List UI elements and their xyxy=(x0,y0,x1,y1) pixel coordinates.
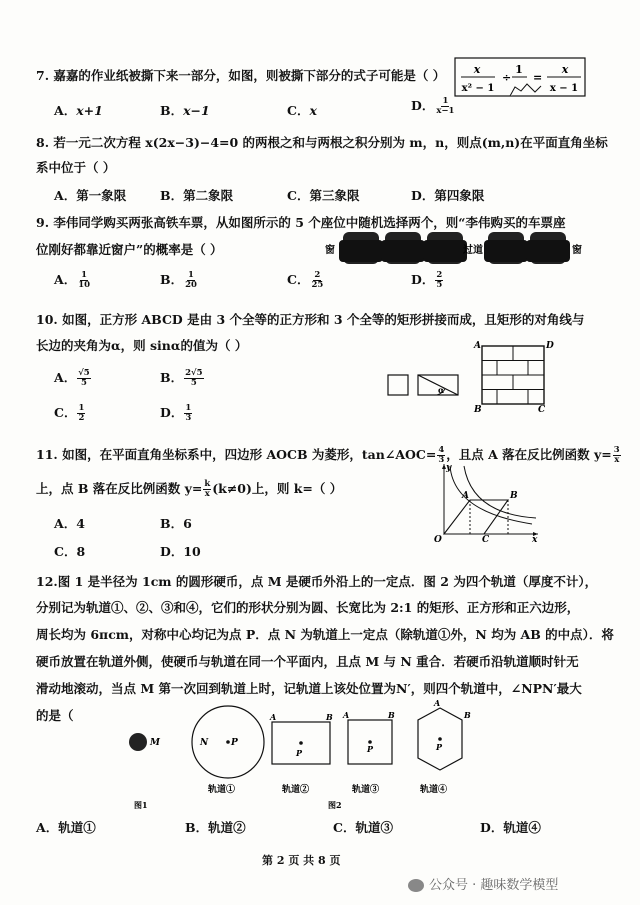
q8-option-a[interactable]: A．第一象限 xyxy=(54,188,127,203)
q8-option-b[interactable]: B．第二象限 xyxy=(160,188,234,203)
seat-icon xyxy=(526,232,570,264)
q10-square-abcd xyxy=(470,338,555,418)
svg-text:÷: ÷ xyxy=(502,71,512,84)
wechat-icon xyxy=(408,879,424,892)
svg-text:y: y xyxy=(446,463,452,473)
svg-text:C: C xyxy=(538,405,546,415)
svg-text:M: M xyxy=(150,738,160,748)
q9-seat-figure xyxy=(325,228,582,268)
svg-text:A: A xyxy=(474,341,481,351)
q9-option-c[interactable]: C． $\frac{2}{25}$ xyxy=(287,270,324,290)
svg-text:B: B xyxy=(510,491,518,501)
svg-text:B: B xyxy=(326,712,333,722)
q7-option-d[interactable]: D． $\frac{1}{x-1}$ xyxy=(411,96,455,116)
svg-text:D: D xyxy=(546,341,554,351)
window-right-label: 窗 xyxy=(572,245,582,256)
q10-option-c[interactable]: C． $\frac{1}{2}$ xyxy=(54,403,85,423)
seat-icon xyxy=(423,232,467,264)
q12-stem-line3: 周长均为 6πcm，对称中心均记为点 P．点 N 为轨道上一定点（除轨道①外，N 均为 AB 的中点）．将 xyxy=(36,627,614,642)
q7-option-b[interactable]: B．x−1 xyxy=(160,103,210,118)
svg-text:P: P xyxy=(231,738,238,748)
svg-text:轨道②: 轨道② xyxy=(282,785,310,795)
svg-text:B: B xyxy=(464,710,471,720)
q9-stem-line1: 9. 李伟同学购买两张高铁车票，从如图所示的 5 个座位中随机选择两个，则“李伟购买的车票座 xyxy=(36,215,566,230)
q9-option-a[interactable]: A． $\frac{1}{10}$ xyxy=(54,270,91,290)
q7-torn-paper-figure xyxy=(455,58,587,98)
svg-text:B: B xyxy=(474,405,482,415)
svg-text:A: A xyxy=(270,712,277,722)
svg-text:轨道③: 轨道③ xyxy=(352,785,380,795)
svg-text:O: O xyxy=(434,535,442,545)
q11-option-c[interactable]: C．8 xyxy=(54,544,86,559)
q9-stem-line2: 位刚好都靠近窗户”的概率是（ ） xyxy=(36,242,223,257)
q12-option-a[interactable]: A．轨道① xyxy=(36,820,96,835)
svg-text:x: x xyxy=(473,63,481,76)
svg-text:x² − 1: x² − 1 xyxy=(461,83,495,94)
q8-stem-line2: 系中位于（ ） xyxy=(36,160,116,175)
q11-stem-line1: 11. 如图，在平面直角坐标系中，四边形 AOCB 为菱形，tan∠AOC= $\frac{4}{3}$ ，且点 A 落在反比例函数 y= $\frac{3}{x}$ xyxy=(36,445,620,465)
q12-stem-line2: 分别记为轨道①、②、③和④，它们的形状分别为圆、长宽比为 2:1 的矩形、正方形和正六边形， xyxy=(36,600,580,615)
svg-text:A: A xyxy=(343,710,350,720)
svg-text:轨道①: 轨道① xyxy=(208,785,236,795)
q12-option-c[interactable]: C．轨道③ xyxy=(333,820,393,835)
q11-option-b[interactable]: B．6 xyxy=(160,516,192,531)
q8-option-d[interactable]: D．第四象限 xyxy=(411,188,485,203)
q12-figure xyxy=(120,700,500,810)
svg-text:C: C xyxy=(482,535,490,545)
window-left-label: 窗 xyxy=(325,245,335,256)
svg-text:A: A xyxy=(462,491,469,501)
svg-text:=: = xyxy=(533,71,543,84)
q8-stem-line1: 8. 若一元二次方程 x(2x−3)−4=0 的两根之和与两根之积分别为 m，n，则点(m,n)在平面直角坐标 xyxy=(36,135,608,150)
coin xyxy=(129,733,147,751)
q12-stem-line5: 滑动地滚动，当点 M 第一次回到轨道上时，记轨道上该处位置为N′，则四个轨道中，∠NPN′最大 xyxy=(36,681,582,696)
q9-option-d[interactable]: D． $\frac{2}{5}$ xyxy=(411,270,443,290)
q11-option-d[interactable]: D．10 xyxy=(160,544,201,559)
svg-text:1: 1 xyxy=(515,63,523,76)
q7-option-a[interactable]: A．x+1 xyxy=(54,103,103,118)
q10-option-d[interactable]: D． $\frac{1}{3}$ xyxy=(160,403,192,423)
svg-text:图2: 图2 xyxy=(328,800,342,810)
svg-text:α: α xyxy=(438,385,445,395)
aisle-label: 过道 xyxy=(463,245,483,256)
q11-coordinate-figure xyxy=(432,462,542,545)
svg-text:轨道④: 轨道④ xyxy=(420,785,448,795)
svg-text:N: N xyxy=(200,738,209,748)
q12-stem-line1: 12.图 1 是半径为 1cm 的圆形硬币，点 M 是硬币外沿上的一定点．图 2 为四个轨道（厚度不计）， xyxy=(36,574,598,589)
q7-option-c[interactable]: C．x xyxy=(287,103,317,118)
q12-option-d[interactable]: D．轨道④ xyxy=(480,820,541,835)
q11-option-a[interactable]: A．4 xyxy=(54,516,85,531)
q7-stem: 7. 嘉嘉的作业纸被撕下来一部分，如图，则被撕下部分的式子可能是（ ） xyxy=(36,68,446,83)
q12-stem-line6: 的是（ xyxy=(36,708,74,723)
svg-text:P: P xyxy=(367,744,374,754)
watermark: 公众号 · 趣味数学模型 xyxy=(408,874,558,893)
q10-option-b[interactable]: B． $\frac{2√5}{5}$ xyxy=(160,368,203,388)
svg-text:x: x xyxy=(532,535,538,545)
q10-stem-line2: 长边的夹角为α，则 sinα的值为（ ） xyxy=(36,338,248,353)
svg-text:A: A xyxy=(434,698,441,708)
q11-stem-line2: 上，点 B 落在反比例函数 y= $\frac{k}{x}$ (k≠0)上，则 k=（ ） xyxy=(36,479,343,499)
page-number: 第 2 页 共 8 页 xyxy=(262,854,341,867)
svg-text:x − 1: x − 1 xyxy=(549,83,579,94)
svg-text:P: P xyxy=(436,742,443,752)
seat-icon xyxy=(381,232,425,264)
q10-stem-line1: 10. 如图，正方形 ABCD 是由 3 个全等的正方形和 3 个全等的矩形拼接而成，且矩形的对角线与 xyxy=(36,312,585,327)
q12-stem-line4: 硬币放置在轨道外侧，使硬币与轨道在同一个平面内，且点 M 与 N 重合．若硬币沿轨道顺时针无 xyxy=(36,654,579,669)
svg-text:图1: 图1 xyxy=(134,800,148,810)
seat-icon xyxy=(339,232,383,264)
svg-text:B: B xyxy=(388,710,395,720)
q12-option-b[interactable]: B．轨道② xyxy=(185,820,246,835)
seat-icon xyxy=(484,232,528,264)
q10-option-a[interactable]: A． $\frac{√5}{5}$ xyxy=(54,368,90,388)
svg-text:P: P xyxy=(296,748,303,758)
q8-option-c[interactable]: C．第三象限 xyxy=(287,188,360,203)
q9-option-b[interactable]: B． $\frac{1}{20}$ xyxy=(160,270,197,290)
svg-text:x: x xyxy=(561,63,569,76)
